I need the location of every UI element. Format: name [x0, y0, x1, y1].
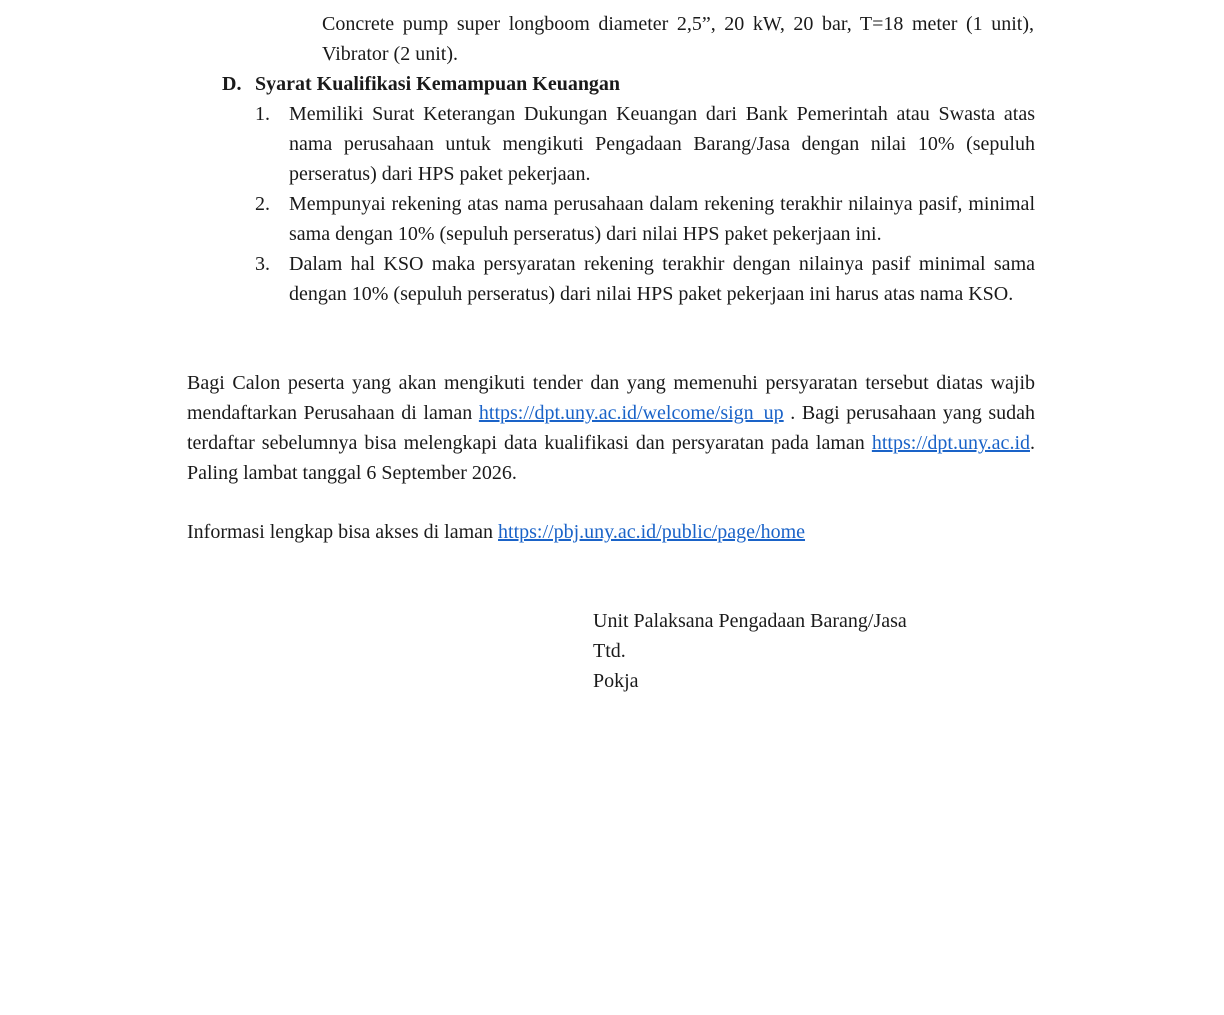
section-letter: D. — [222, 73, 242, 95]
info-text: Informasi lengkap bisa akses di laman — [187, 521, 499, 543]
financial-requirements-list — [255, 99, 1035, 309]
section-heading — [222, 69, 1034, 99]
info-paragraph — [187, 517, 1035, 547]
equipment-continuation-text: Concrete pump super longboom diameter 2,5”, 20 kW, 20 bar, T=18 meter (1 unit), Vibrator (2 unit). — [322, 13, 1034, 65]
signature-ttd: Ttd. — [593, 640, 626, 662]
registration-text-2: . Bagi perusahaan yang sudah terdaftar sebelumnya bisa melengkapi data kualifikasi dan persyaratan pada laman — [187, 402, 1035, 454]
signature-unit: Unit Palaksana Pengadaan Barang/Jasa — [593, 610, 907, 632]
pbj-home-link[interactable]: https://pbj.uny.ac.id/public/page/home — [498, 521, 806, 543]
list-item-number: 1. — [255, 103, 270, 125]
dpt-link[interactable]: https://dpt.uny.ac.id — [871, 432, 1030, 454]
signature-block — [593, 606, 1033, 696]
list-item — [255, 189, 1035, 249]
list-item-number: 2. — [255, 193, 270, 215]
list-item-number: 3. — [255, 253, 270, 275]
list-item-text: Memiliki Surat Keterangan Dukungan Keuangan dari Bank Pemerintah atau Swasta atas nama perusahaan untuk mengikuti Pengadaan Barang/Jasa dengan nilai 10% (sepuluh perseratus) dari HPS paket pekerjaan. — [289, 103, 1035, 185]
registration-deadline-text: . Paling lambat tanggal 6 September 2026. — [187, 432, 1035, 484]
list-item-text: Dalam hal KSO maka persyaratan rekening terakhir dengan nilainya pasif minimal sama dengan 10% (sepuluh perseratus) dari nilai HPS paket pekerjaan ini harus atas nama KSO. — [289, 253, 1035, 305]
signature-pokja: Pokja — [593, 670, 639, 692]
list-item — [255, 249, 1035, 309]
list-item — [255, 99, 1035, 189]
registration-paragraph — [187, 368, 1035, 488]
list-item-text: Mempunyai rekening atas nama perusahaan dalam rekening terakhir nilainya pasif, minimal sama dengan 10% (sepuluh perseratus) dari nilai HPS paket pekerjaan ini. — [289, 193, 1035, 245]
registration-text-1: Bagi Calon peserta yang akan mengikuti tender dan yang memenuhi persyaratan tersebut diatas wajib mendaftarkan Perusahaan di laman — [187, 372, 1035, 424]
section-title: Syarat Kualifikasi Kemampuan Keuangan — [255, 73, 621, 95]
sign-up-link[interactable]: https://dpt.uny.ac.id/welcome/sign_up — [478, 402, 784, 424]
